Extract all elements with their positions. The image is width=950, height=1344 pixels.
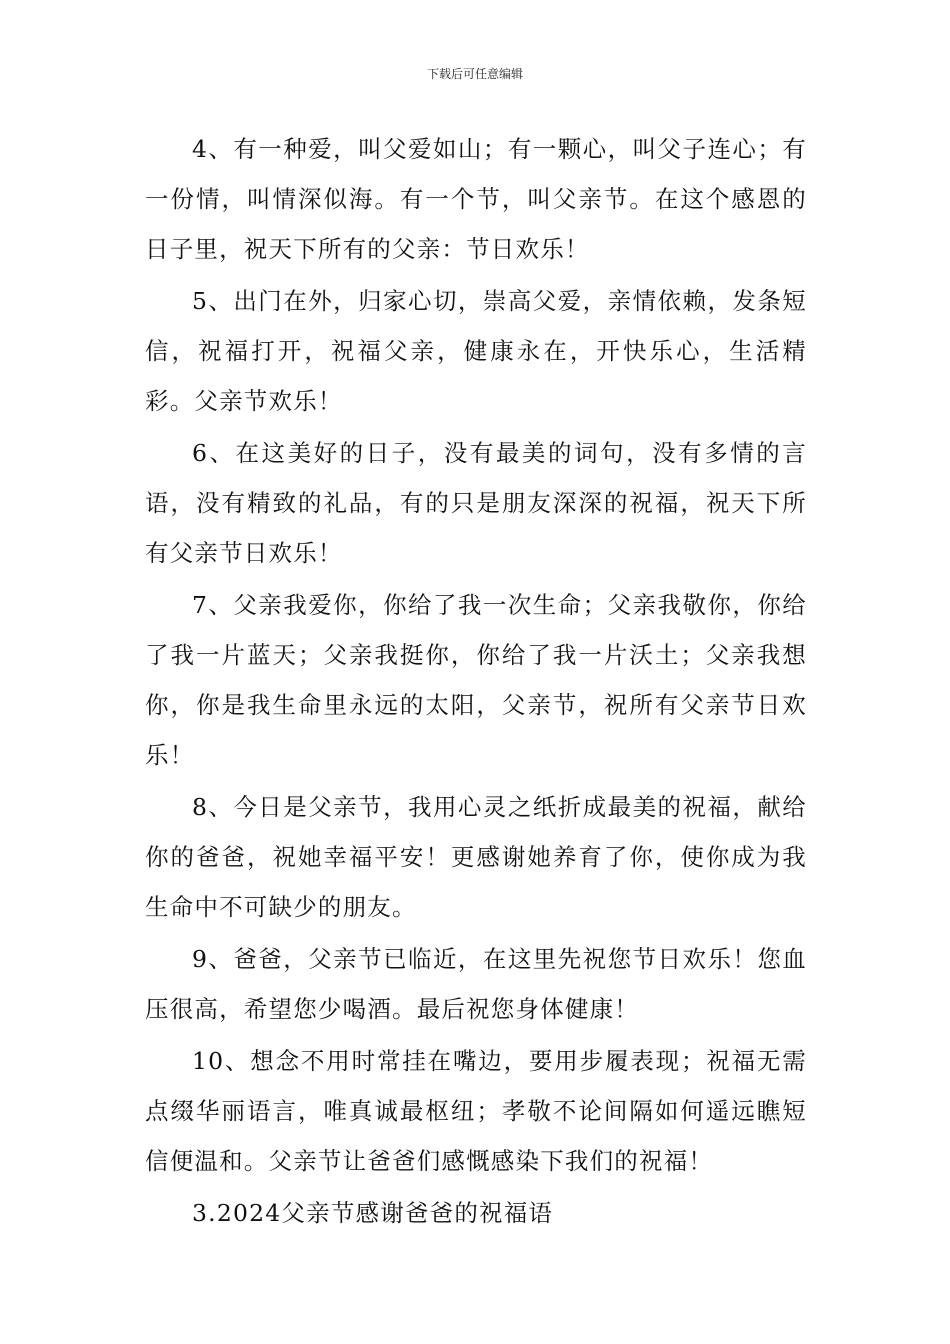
- page-header: 下载后可任意编辑: [426, 67, 523, 81]
- paragraph-8: 8、今日是父亲节，我用心灵之纸折成最美的祝福，献给你的爸爸，祝她幸福平安！更感谢她养育了你，使你成为我生命中不可缺少的朋友。: [145, 793, 807, 921]
- paragraph-4: 4、有一种爱，叫父爱如山；有一颗心，叫父子连心；有一份情，叫情深似海。有一个节，叫父亲节。在这个感恩的日子里，祝天下所有的父亲：节日欢乐！: [145, 135, 807, 263]
- paragraph-7: 7、父亲我爱你，你给了我一次生命；父亲我敬你，你给了我一片蓝天；父亲我挺你，你给了我一片沃土；父亲我想你，你是我生命里永远的太阳，父亲节，祝所有父亲节日欢乐！: [145, 591, 807, 769]
- paragraph-10: 10、想念不用时常挂在嘴边，要用步履表现；祝福无需点缀华丽语言，唯真诚最枢纽；孝敬不论间隔如何遥远瞧短信便温和。父亲节让爸爸们感慨感染下我们的祝福！: [145, 1047, 807, 1175]
- document-body: [145, 124, 807, 1238]
- paragraph-9: 9、爸爸，父亲节已临近，在这里先祝您节日欢乐！您血压很高，希望您少喝酒。最后祝您身体健康！: [145, 945, 807, 1023]
- section-title: 3.2024父亲节感谢爸爸的祝福语: [192, 1199, 554, 1227]
- paragraph-5: 5、出门在外，归家心切，崇高父爱，亲情依赖，发条短信，祝福打开，祝福父亲，健康永在，开快乐心，生活精彩。父亲节欢乐！: [145, 287, 807, 415]
- paragraph-6: 6、在这美好的日子，没有最美的词句，没有多情的言语，没有精致的礼品，有的只是朋友深深的祝福，祝天下所有父亲节日欢乐！: [145, 439, 807, 567]
